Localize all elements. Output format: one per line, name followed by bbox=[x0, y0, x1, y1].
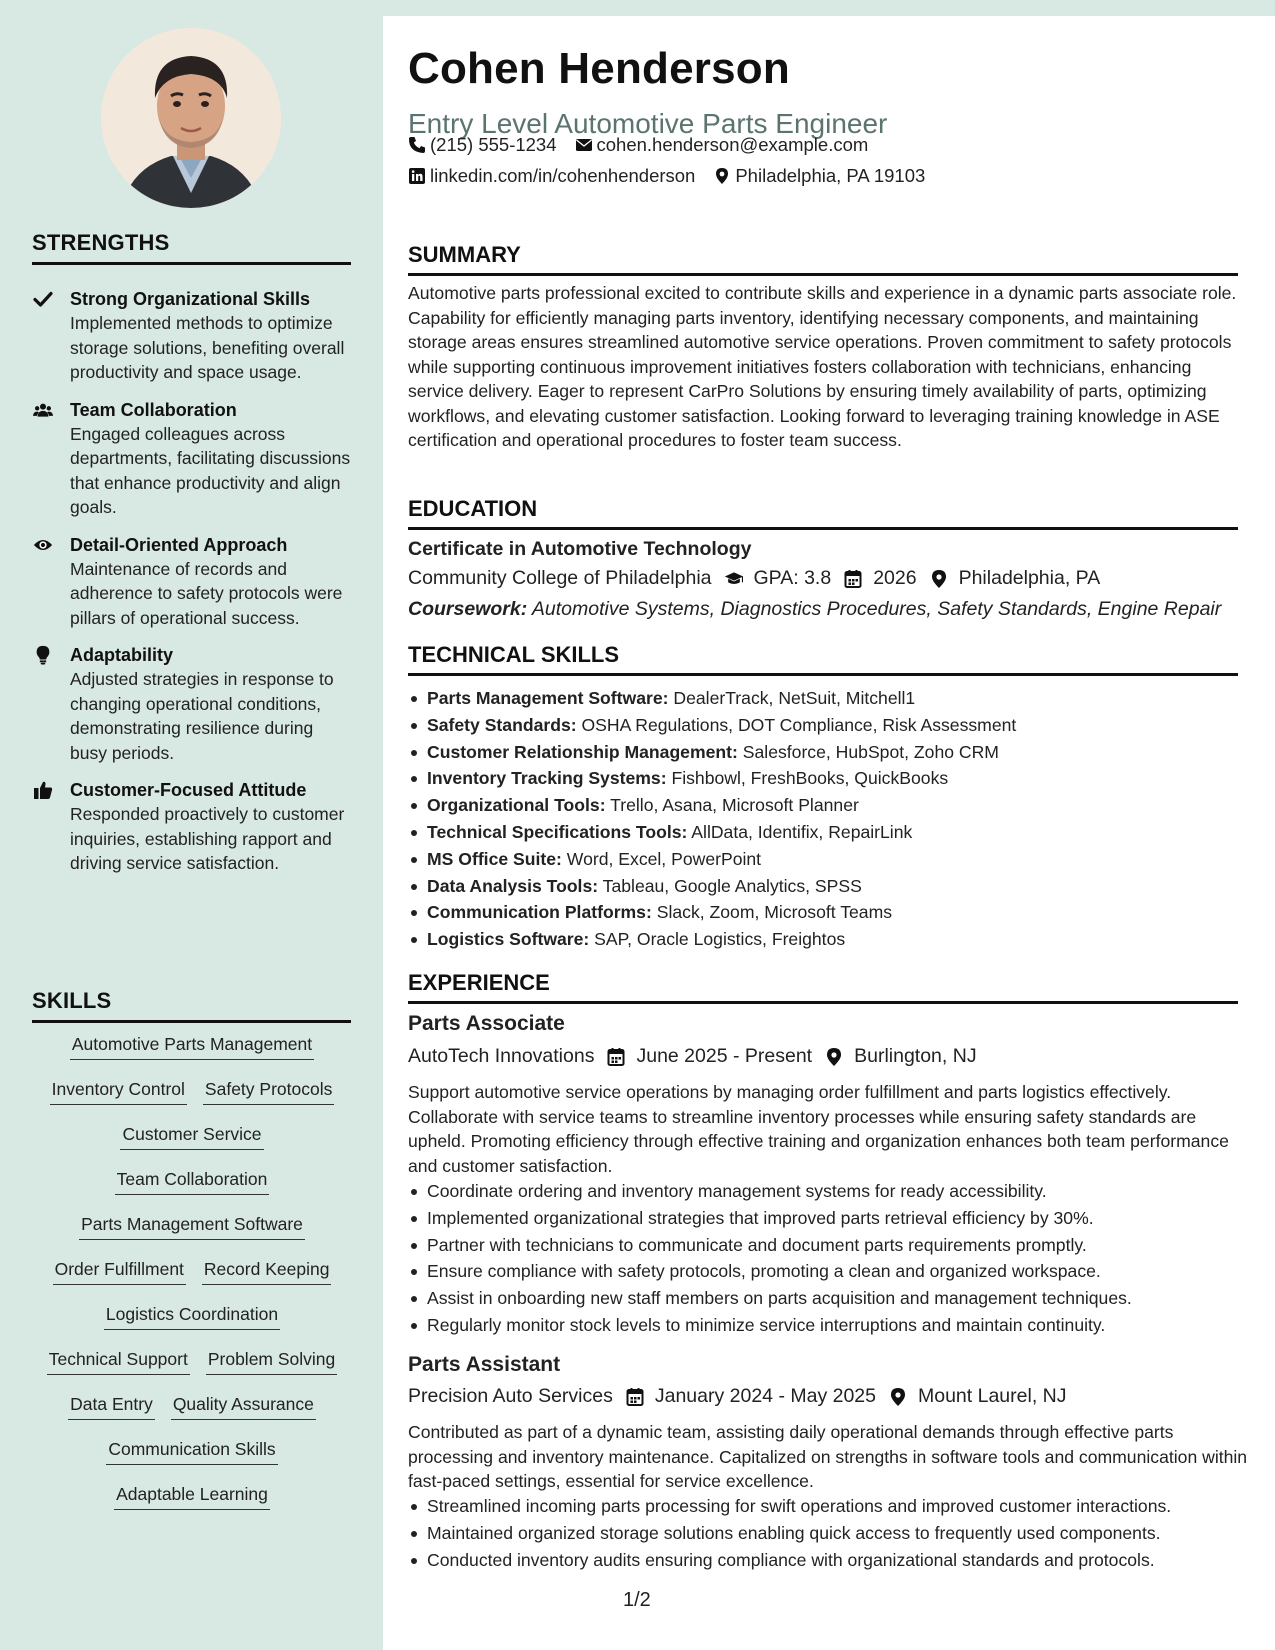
candidate-name: Cohen Henderson bbox=[408, 44, 790, 93]
tech-skill-label: Inventory Tracking Systems: bbox=[427, 768, 667, 789]
strength-item bbox=[32, 533, 352, 631]
list-item bbox=[408, 926, 1248, 953]
location-text: Philadelphia, PA 19103 bbox=[735, 165, 926, 186]
list-item bbox=[408, 685, 1248, 712]
school-name: Community College of Philadelphia bbox=[408, 567, 712, 589]
lightbulb-icon bbox=[32, 644, 54, 666]
email-text: cohen.henderson@example.com bbox=[596, 134, 869, 155]
job-description: Support automotive service operations by managing order fulfillment and parts logistics effectively. Collaborate with service teams to streamline inventory processes while ensuring safety standards are upheld. Promoting efficiency through effective training and organization enhances both team performance and customer satisfaction. bbox=[408, 1082, 1229, 1176]
job-location: Burlington, NJ bbox=[854, 1045, 977, 1067]
calendar-icon bbox=[843, 569, 863, 589]
tech-skill-label: Customer Relationship Management: bbox=[427, 741, 738, 762]
tech-skill-value: Fishbowl, FreshBooks, QuickBooks bbox=[671, 768, 949, 789]
strength-title: Detail-Oriented Approach bbox=[70, 534, 288, 555]
skill-tag: Quality Assurance bbox=[171, 1392, 316, 1420]
job-meta bbox=[408, 1045, 977, 1068]
page-number: 1/2 bbox=[623, 1589, 651, 1611]
skill-tag: Data Entry bbox=[68, 1392, 155, 1420]
technical-skills-heading: TECHNICAL SKILLS bbox=[408, 642, 1238, 676]
thumbs-up-icon bbox=[32, 779, 54, 801]
contact-linkedin[interactable] bbox=[408, 165, 695, 187]
list-item bbox=[408, 819, 1248, 846]
tech-skill-value: SAP, Oracle Logistics, Freightos bbox=[594, 929, 846, 950]
strength-desc: Engaged colleagues across departments, facilitating discussions that enhance productivity and align goals. bbox=[70, 423, 351, 517]
tech-skill-label: Logistics Software: bbox=[427, 929, 590, 950]
contact-row bbox=[408, 134, 886, 156]
candidate-title: Entry Level Automotive Parts Engineer bbox=[408, 108, 888, 139]
strength-desc: Implemented methods to optimize storage solutions, benefiting overall productivity and space usage. bbox=[70, 313, 345, 382]
summary-text: Automotive parts professional excited to contribute skills and experience in a dynamic parts associate role. Capability for efficiently managing parts inventory, identifying necessary components, and maintaining storage areas ensures streamlined automotive service operations. Proven commitment to safety protocols while supporting continuous improvement initiatives fosters collaboration with technicians, enhancing service delivery. Eager to represent CarPro Solutions by ensuring timely availability of parts, optimizing workflows, and elevating customer satisfaction. Looking forward to leveraging training knowledge in ASE certification and operational procedures to foster team success. bbox=[408, 283, 1237, 450]
job-location: Mount Laurel, NJ bbox=[918, 1385, 1067, 1407]
list-item bbox=[408, 846, 1248, 873]
list-item bbox=[408, 873, 1248, 900]
tech-skill-label: Data Analysis Tools: bbox=[427, 875, 599, 896]
main-content bbox=[383, 16, 1275, 1650]
education-meta bbox=[408, 567, 1100, 590]
skill-tag: Problem Solving bbox=[206, 1347, 337, 1375]
skill-tag: Logistics Coordination bbox=[104, 1302, 280, 1330]
skill-tag: Inventory Control bbox=[50, 1077, 187, 1105]
skills-heading: SKILLS bbox=[32, 988, 351, 1023]
skill-tag: Communication Skills bbox=[106, 1437, 277, 1465]
strength-desc: Responded proactively to customer inquiries, establishing rapport and driving service satisfaction. bbox=[70, 804, 345, 873]
contact-email[interactable] bbox=[575, 134, 869, 156]
list-item: Ensure compliance with safety protocols, promoting a clean and organized workspace. bbox=[408, 1258, 1248, 1285]
job-bullets bbox=[408, 1493, 1248, 1573]
tech-skill-value: Slack, Zoom, Microsoft Teams bbox=[656, 902, 893, 923]
education-heading: EDUCATION bbox=[408, 496, 1238, 530]
strength-title: Strong Organizational Skills bbox=[70, 289, 311, 309]
graduation-year: 2026 bbox=[873, 567, 917, 589]
strength-item bbox=[32, 778, 352, 876]
strength-desc: Adjusted strategies in response to changing operational conditions, demonstrating resilience during busy periods. bbox=[70, 669, 334, 763]
check-icon bbox=[32, 288, 54, 310]
location-pin-icon bbox=[713, 167, 731, 185]
job-description: Contributed as part of a dynamic team, assisting daily operational demands through effective parts processing and inventory maintenance. Capitalized on strengths in software tools and communication within fast-paced settings, essential for service excellence. bbox=[408, 1422, 1248, 1491]
skill-tag: Record Keeping bbox=[202, 1257, 332, 1285]
contact-location bbox=[713, 165, 925, 187]
job-meta bbox=[408, 1385, 1067, 1408]
strength-item bbox=[32, 398, 352, 520]
tech-skill-value: Tableau, Google Analytics, SPSS bbox=[602, 875, 862, 896]
school-location: Philadelphia, PA bbox=[958, 567, 1101, 589]
phone-icon bbox=[408, 136, 426, 154]
job-dates: June 2025 - Present bbox=[636, 1045, 813, 1067]
job-dates: January 2024 - May 2025 bbox=[654, 1385, 876, 1407]
strength-title: Adaptability bbox=[70, 645, 174, 665]
strength-item bbox=[32, 287, 352, 385]
linkedin-text: linkedin.com/in/cohenhenderson bbox=[430, 165, 696, 186]
skill-tag: Adaptable Learning bbox=[114, 1482, 270, 1510]
tech-skill-label: Communication Platforms: bbox=[427, 902, 652, 923]
tech-skill-label: MS Office Suite: bbox=[427, 848, 562, 869]
skill-tag: Customer Service bbox=[120, 1122, 263, 1150]
coursework bbox=[408, 598, 1221, 621]
tech-skill-value: AllData, Identifix, RepairLink bbox=[691, 821, 913, 842]
gpa-text: GPA: 3.8 bbox=[753, 567, 832, 589]
tech-skill-label: Safety Standards: bbox=[427, 714, 577, 735]
contact-phone[interactable] bbox=[408, 134, 557, 156]
skill-tag: Team Collaboration bbox=[115, 1167, 270, 1195]
strengths-list bbox=[32, 287, 352, 889]
tech-skill-label: Technical Specifications Tools: bbox=[427, 821, 688, 842]
calendar-icon bbox=[606, 1047, 626, 1067]
strength-title: Customer-Focused Attitude bbox=[70, 780, 307, 800]
list-item: Maintained organized storage solutions enabling quick access to frequently used components. bbox=[408, 1520, 1248, 1547]
tech-skill-label: Parts Management Software: bbox=[427, 688, 669, 708]
skills-list bbox=[32, 1032, 352, 1527]
location-pin-icon bbox=[888, 1387, 908, 1407]
technical-skills-list bbox=[408, 685, 1248, 953]
list-item: Regularly monitor stock levels to minimize service interruptions and maintain continuity. bbox=[408, 1312, 1248, 1339]
summary-heading: SUMMARY bbox=[408, 242, 1238, 276]
profile-photo bbox=[101, 28, 281, 208]
list-item: Streamlined incoming parts processing for swift operations and improved customer interactions. bbox=[408, 1493, 1248, 1520]
skill-tag: Safety Protocols bbox=[203, 1077, 334, 1105]
tech-skill-value: OSHA Regulations, DOT Compliance, Risk Assessment bbox=[581, 714, 1017, 735]
linkedin-icon bbox=[408, 167, 426, 185]
email-icon bbox=[575, 136, 593, 154]
list-item bbox=[408, 739, 1248, 766]
tech-skill-value: Trello, Asana, Microsoft Planner bbox=[610, 795, 859, 816]
strengths-heading: STRENGTHS bbox=[32, 230, 351, 265]
list-item bbox=[408, 899, 1248, 926]
eye-icon bbox=[32, 534, 54, 556]
tech-skill-value: Word, Excel, PowerPoint bbox=[566, 848, 762, 869]
list-item: Conducted inventory audits ensuring compliance with organizational standards and protocols. bbox=[408, 1547, 1248, 1574]
calendar-icon bbox=[625, 1387, 645, 1407]
degree-title: Certificate in Automotive Technology bbox=[408, 538, 752, 560]
company-name: AutoTech Innovations bbox=[408, 1045, 595, 1067]
skill-tag: Parts Management Software bbox=[79, 1212, 305, 1240]
strength-desc: Maintenance of records and adherence to safety protocols were pillars of operational success. bbox=[70, 558, 343, 628]
strength-item bbox=[32, 643, 352, 765]
list-item: Assist in onboarding new staff members on parts acquisition and management techniques. bbox=[408, 1285, 1248, 1312]
strength-title: Team Collaboration bbox=[70, 399, 237, 420]
skill-tag: Automotive Parts Management bbox=[70, 1032, 314, 1060]
skill-tag: Order Fulfillment bbox=[53, 1257, 186, 1285]
job-bullets bbox=[408, 1178, 1248, 1339]
location-pin-icon bbox=[929, 569, 949, 589]
job-title: Parts Associate bbox=[408, 1012, 565, 1035]
tech-skill-label: Organizational Tools: bbox=[427, 795, 606, 816]
job-title: Parts Assistant bbox=[408, 1353, 561, 1376]
users-icon bbox=[32, 399, 54, 421]
list-item bbox=[408, 792, 1248, 819]
sidebar bbox=[0, 0, 383, 1650]
graduation-cap-icon bbox=[724, 569, 744, 589]
list-item bbox=[408, 765, 1248, 792]
avatar bbox=[101, 28, 281, 208]
phone-text: (215) 555-1234 bbox=[430, 134, 557, 155]
contact-row bbox=[408, 165, 943, 187]
list-item: Coordinate ordering and inventory management systems for ready accessibility. bbox=[408, 1178, 1248, 1205]
list-item: Implemented organizational strategies that improved parts retrieval efficiency by 30%. bbox=[408, 1205, 1248, 1232]
tech-skill-value: Salesforce, HubSpot, Zoho CRM bbox=[742, 741, 999, 762]
tech-skill-value: DealerTrack, NetSuit, Mitchell1 bbox=[673, 688, 916, 708]
coursework-label: Coursework: bbox=[408, 598, 528, 620]
company-name: Precision Auto Services bbox=[408, 1385, 613, 1407]
list-item bbox=[408, 712, 1248, 739]
experience-heading: EXPERIENCE bbox=[408, 970, 1238, 1004]
location-pin-icon bbox=[824, 1047, 844, 1067]
coursework-list: Automotive Systems, Diagnostics Procedures, Safety Standards, Engine Repair bbox=[531, 598, 1222, 620]
skill-tag: Technical Support bbox=[47, 1347, 190, 1375]
list-item: Partner with technicians to communicate and document parts requirements promptly. bbox=[408, 1232, 1248, 1259]
